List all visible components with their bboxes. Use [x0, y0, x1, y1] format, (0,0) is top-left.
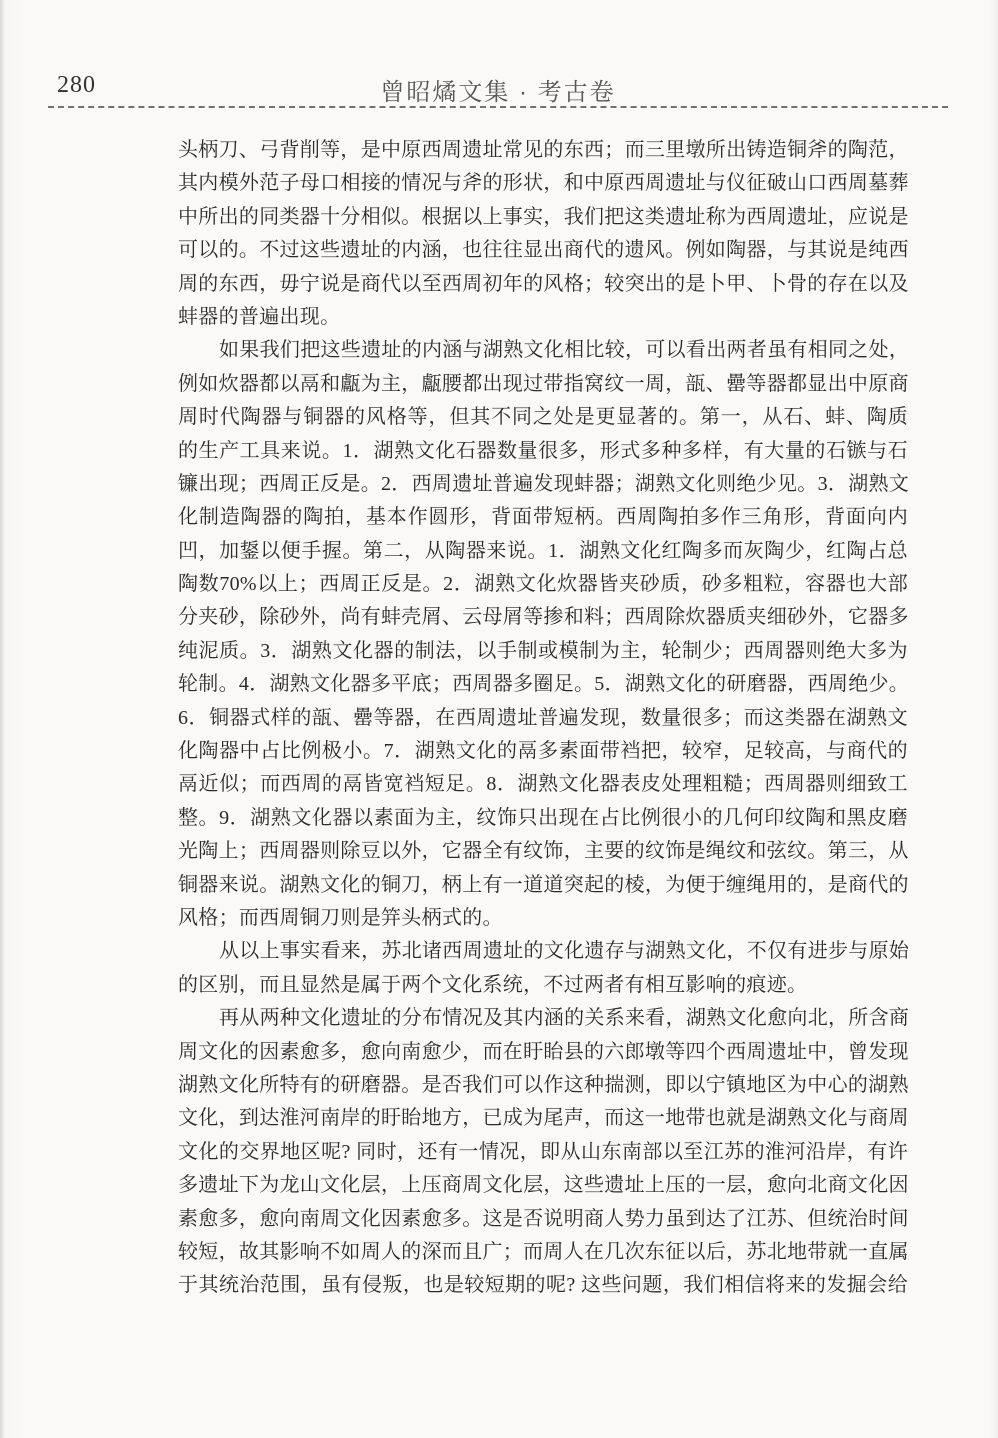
text-line: 中所出的同类器十分相似。根据以上事实，我们把这类遗址称为西周遗址，应说是 [178, 205, 909, 228]
paragraph [178, 134, 908, 334]
text-line: 如果我们把这些遗址的内涵与湖熟文化相比较，可以看出两者虽有相同之处， [219, 339, 910, 362]
text-line: 较短，故其影响不如周人的深而且广；而周人在几次东征以后，苏北地带就一直属 [178, 1240, 909, 1263]
text-line: 周文化的因素愈多，愈向南愈少，而在盱眙县的六郎墩等四个西周遗址中，曾发现 [178, 1040, 909, 1063]
text-line: 分夹砂，除砂外，尚有蚌壳屑、云母屑等掺和料；西周除炊器质夹细砂外，它器多 [178, 606, 909, 629]
text-line: 镰出现；西周正反是。2．西周遗址普遍发现蚌器；湖熟文化则绝少见。3．湖熟文 [178, 472, 910, 495]
text-line: 纯泥质。3．湖熟文化器的制法，以手制或模制为主，轮制少；西周器则绝大多为 [178, 639, 908, 662]
text-line: 周的东西，毋宁说是商代以至西周初年的风格；较突出的是卜甲、卜骨的存在以及 [178, 272, 909, 295]
page-header [48, 70, 948, 104]
paragraph [178, 935, 908, 1002]
text-line: 素愈多，愈向南周文化因素愈多。这是否说明商人势力虽到达了江苏、但统治时间 [178, 1207, 909, 1230]
text-line: 多遗址下为龙山文化层，上压商周文化层，这些遗址上压的一层，愈向北商文化因 [178, 1174, 909, 1197]
text-line: 于其统治范围，虽有侵叛，也是较短期的呢? 这些问题，我们相信将来的发掘会给 [178, 1274, 908, 1297]
text-line: 例如炊器都以鬲和甗为主，甗腰都出现过带指窝纹一周，瓿、罍等器都显出中原商 [178, 372, 909, 395]
text-line: 6．铜器式样的瓿、罍等器，在西周遗址普遍发现，数量很多；而这类器在湖熟文 [178, 706, 908, 729]
text-line: 可以的。不过这些遗址的内涵，也往往显出商代的遗风。例如陶器，与其说是纯西 [178, 239, 909, 262]
text-line: 鬲近似；而西周的鬲皆宽裆短足。8．湖熟文化器表皮处理粗糙；西周器则细致工 [178, 773, 908, 796]
text-line: 轮制。4．湖熟文化器多平底；西周器多圈足。5．湖熟文化的研磨器，西周绝少。 [178, 673, 910, 696]
text-block [178, 134, 908, 1303]
paragraph [178, 1002, 908, 1303]
text-line: 周时代陶器与铜器的风格等，但其不同之处是更显著的。第一，从石、蚌、陶质 [178, 406, 908, 429]
text-line: 文化的交界地区呢? 同时，还有一情况，即从山东南部以至江苏的淮河沿岸，有许 [178, 1140, 908, 1163]
text-line: 的区别，而且显然是属于两个文化系统，不过两者有相互影响的痕迹。 [178, 973, 808, 996]
text-line: 光陶上；西周器则除豆以外，它器全有纹饰，主要的纹饰是绳纹和弦纹。第三，从 [178, 840, 909, 863]
page-number: 280 [57, 72, 96, 98]
text-line: 整。9．湖熟文化器以素面为主，纹饰只出现在占比例很小的几何印纹陶和黑皮磨 [178, 806, 908, 829]
text-line: 风格；而西周铜刀则是笄头柄式的。 [178, 906, 503, 929]
text-line: 蚌器的普遍出现。 [178, 305, 341, 328]
text-line: 其内模外范子母口相接的情况与斧的形状，和中原西周遗址与仪征破山口西周墓葬 [178, 172, 909, 195]
paragraph [178, 334, 908, 935]
header-divider [48, 106, 948, 108]
text-line: 文化，到达淮河南岸的盱眙地方，已成为尾声，而这一地带也就是湖熟文化与商周 [178, 1107, 909, 1130]
text-line: 头柄刀、弓背削等，是中原西周遗址常见的东西；而三里墩所出铸造铜斧的陶范， [178, 139, 909, 161]
text-line: 铜器来说。湖熟文化的铜刀，柄上有一道道突起的棱，为便于缠绳用的，是商代的 [178, 873, 909, 896]
text-line: 凹，加鋬以便手握。第二，从陶器来说。1．湖熟文化红陶多而灰陶少，红陶占总 [178, 539, 908, 562]
text-line: 从以上事实看来，苏北诸西周遗址的文化遗存与湖熟文化，不仅有进步与原始 [219, 940, 910, 963]
text-line: 再从两种文化遗址的分布情况及其内涵的关系来看，湖熟文化愈向北，所含商 [219, 1007, 910, 1030]
text-line: 化陶器中占比例极小。7．湖熟文化的鬲多素面带裆把，较窄，足较高，与商代的 [178, 740, 908, 763]
text-line: 陶数70%以上；西周正反是。2．湖熟文化炊器皆夹砂质，砂多粗粒，容器也大部 [178, 573, 908, 596]
text-line: 化制造陶器的陶拍，基本作圆形，背面带短柄。西周陶拍多作三角形，背面向内 [178, 506, 908, 529]
text-line: 的生产工具来说。1．湖熟文化石器数量很多，形式多种多样，有大量的石镞与石 [178, 439, 908, 462]
book-title: 曾昭燏文集 · 考古卷 [380, 79, 616, 106]
text-line: 湖熟文化所特有的研磨器。是否我们可以作这种揣测，即以宁镇地区为中心的湖熟 [178, 1073, 909, 1096]
